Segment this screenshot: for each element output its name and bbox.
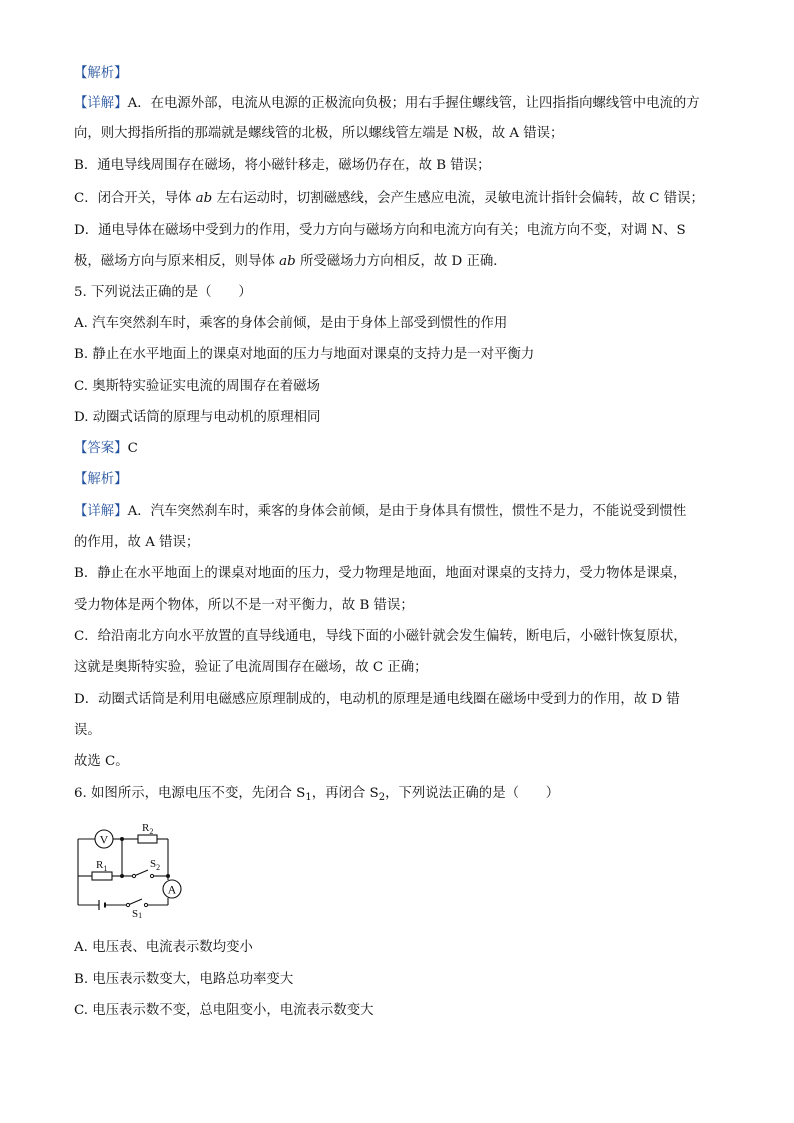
analysis-tag: 【解析】 bbox=[74, 472, 128, 487]
paragraph-line: C．给沿南北方向水平放置的直导线通电，导线下面的小磁针就会发生偏转，断电后，小磁针恢复原状， bbox=[74, 629, 687, 644]
resistor-r1-icon bbox=[92, 872, 112, 880]
switch-s1-contact-icon bbox=[126, 903, 129, 906]
detail-tag: 【详解】 bbox=[74, 96, 128, 111]
q6-option-a: A. 电压表、电流表示数均变小 bbox=[74, 940, 253, 955]
switch-s2-contact-icon bbox=[150, 874, 153, 877]
switch-s2-label: $S_2$ bbox=[150, 858, 161, 872]
q5-option-d: D. 动圈式话筒的原理与电动机的原理相同 bbox=[74, 410, 321, 425]
q5-option-a: A. 汽车突然刹车时，乘客的身体会前倾，是由于身体上部受到惯性的作用 bbox=[74, 316, 508, 331]
resistor-r1-label: $R_1$ bbox=[96, 859, 108, 873]
junction-dot bbox=[166, 874, 170, 878]
q6-option-c: C. 电压表示数不变，总电阻变小，电流表示数变大 bbox=[74, 1003, 374, 1018]
paragraph-line: D．通电导体在磁场中受到力的作用，受力方向与磁场方向和电流方向有关；电流方向不变，对调 N、S bbox=[74, 223, 686, 238]
paragraph-line: 的作用，故 A 错误； bbox=[74, 535, 200, 550]
switch-s2-contact-icon bbox=[132, 874, 135, 877]
detail-paragraph-line: 【详解】A．在电源外部，电流从电源的正极流向负极；用右手握住螺线管，让四指指向螺线管中电流的方 bbox=[74, 96, 700, 111]
resistor-r2-label: $R_2$ bbox=[142, 822, 154, 836]
paragraph-line: 极，磁场方向与原来相反，则导体 ab 所受磁场力方向相反，故 D 正确． bbox=[74, 254, 507, 269]
answer-value: C bbox=[127, 441, 138, 456]
paragraph-line: 误。 bbox=[74, 723, 101, 738]
circuit-diagram bbox=[72, 818, 192, 918]
answer-tag: 【答案】 bbox=[74, 441, 128, 456]
paragraph-line: D．动圈式话筒是利用电磁感应原理制成的，电动机的原理是通电线圈在磁场中受到力的作用，故 D 错 bbox=[74, 692, 680, 707]
paragraph-line: 受力物体是两个物体，所以不是一对平衡力，故 B 错误； bbox=[74, 598, 414, 613]
paragraph-line: 向，则大拇指所指的那端就是螺线管的北极，所以螺线管左端是 N极，故 A 错误； bbox=[74, 126, 564, 141]
q5-option-b: B. 静止在水平地面上的课桌对地面的压力与地面对课桌的支持力是一对平衡力 bbox=[74, 347, 535, 362]
paragraph-line: B．静止在水平地面上的课桌对地面的压力，受力物理是地面，地面对课桌的支持力，受力物体是课桌， bbox=[74, 566, 687, 581]
resistor-r2-icon bbox=[138, 835, 157, 843]
paragraph-line: 这就是奥斯特实验，验证了电流周围存在磁场，故 C 正确； bbox=[74, 660, 428, 675]
paragraph-line: B．通电导线周围存在磁场，将小磁针移走，磁场仍存在，故 B 错误； bbox=[74, 158, 491, 173]
analysis-tag: 【解析】 bbox=[74, 66, 128, 81]
detail-paragraph-line: 【详解】A．汽车突然刹车时，乘客的身体会前倾，是由于身体具有惯性，惯性不是力，不能说受到惯性 bbox=[74, 504, 687, 519]
junction-dot bbox=[120, 837, 124, 841]
choice-line: 故选 C。 bbox=[74, 754, 129, 769]
detail-tag: 【详解】 bbox=[74, 504, 128, 519]
question-6-stem: 6. 如图所示，电源电压不变，先闭合 $S_1$，再闭合 $S_2$，下列说法正确的是（ ） bbox=[74, 786, 560, 803]
junction-dot bbox=[120, 874, 124, 878]
paragraph-line: C．闭合开关，导体 ab 左右运动时，切割磁感线，会产生感应电流，灵敏电流计指针会偏转，故 C 错误； bbox=[74, 191, 704, 206]
ammeter-label: A bbox=[167, 882, 177, 897]
question-5-stem: 5. 下列说法正确的是（ ） bbox=[74, 285, 252, 300]
voltmeter-label: V bbox=[99, 832, 109, 847]
q5-option-c: C. 奥斯特实验证实电流的周围存在着磁场 bbox=[74, 379, 320, 394]
switch-s1-label: S1 bbox=[132, 908, 143, 918]
switch-s1-contact-icon bbox=[144, 903, 147, 906]
q6-option-b: B. 电压表示数变大，电路总功率变大 bbox=[74, 972, 294, 987]
q5-answer bbox=[74, 439, 138, 459]
